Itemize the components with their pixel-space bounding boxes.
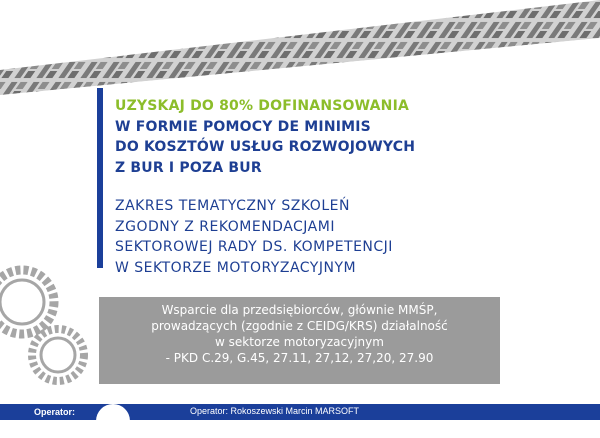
- info-line: w sektorze motoryzacyjnym: [215, 335, 384, 349]
- footer-divider: [0, 398, 600, 404]
- headline-accent-line: UZYSKAJ DO 80% DOFINANSOWANIA: [115, 98, 410, 114]
- tire-tread-graphic: [0, 0, 600, 95]
- scope-line: ZAKRES TEMATYCZNY SZKOLEŃ: [115, 198, 350, 214]
- gears-graphic: [0, 260, 100, 410]
- info-line: prowadzących (zgodnie z CEIDG/KRS) działalność: [151, 319, 448, 333]
- operator-name: Operator: Rokoszewski Marcin MARSOFT: [190, 406, 360, 416]
- eligibility-info-box: [99, 297, 500, 384]
- operator-logo: [96, 404, 130, 438]
- info-line: Wsparcie dla przedsiębiorców, głównie MMŚP,: [161, 303, 438, 317]
- training-scope: [115, 196, 555, 278]
- scope-line: ZGODNY Z REKOMENDACJAMI: [115, 218, 335, 235]
- operator-footer: [0, 398, 600, 420]
- headline-line: DO KOSZTÓW USŁUG ROZWOJOWYCH: [115, 139, 416, 155]
- headline: [115, 96, 555, 178]
- scope-line: W SEKTORZE MOTORYZACYJNYM: [115, 259, 357, 276]
- info-line: - PKD C.29, G.45, 27.11, 27,12, 27,20, 27.90: [165, 351, 434, 365]
- accent-bar: [97, 88, 103, 268]
- headline-line: W FORMIE POMOCY DE MINIMIS: [115, 118, 371, 135]
- headline-line: Z BUR I POZA BUR: [115, 159, 262, 176]
- operator-label: Operator:: [34, 407, 76, 417]
- scope-line: SEKTOROWEJ RADY DS. KOMPETENCJI: [115, 239, 393, 255]
